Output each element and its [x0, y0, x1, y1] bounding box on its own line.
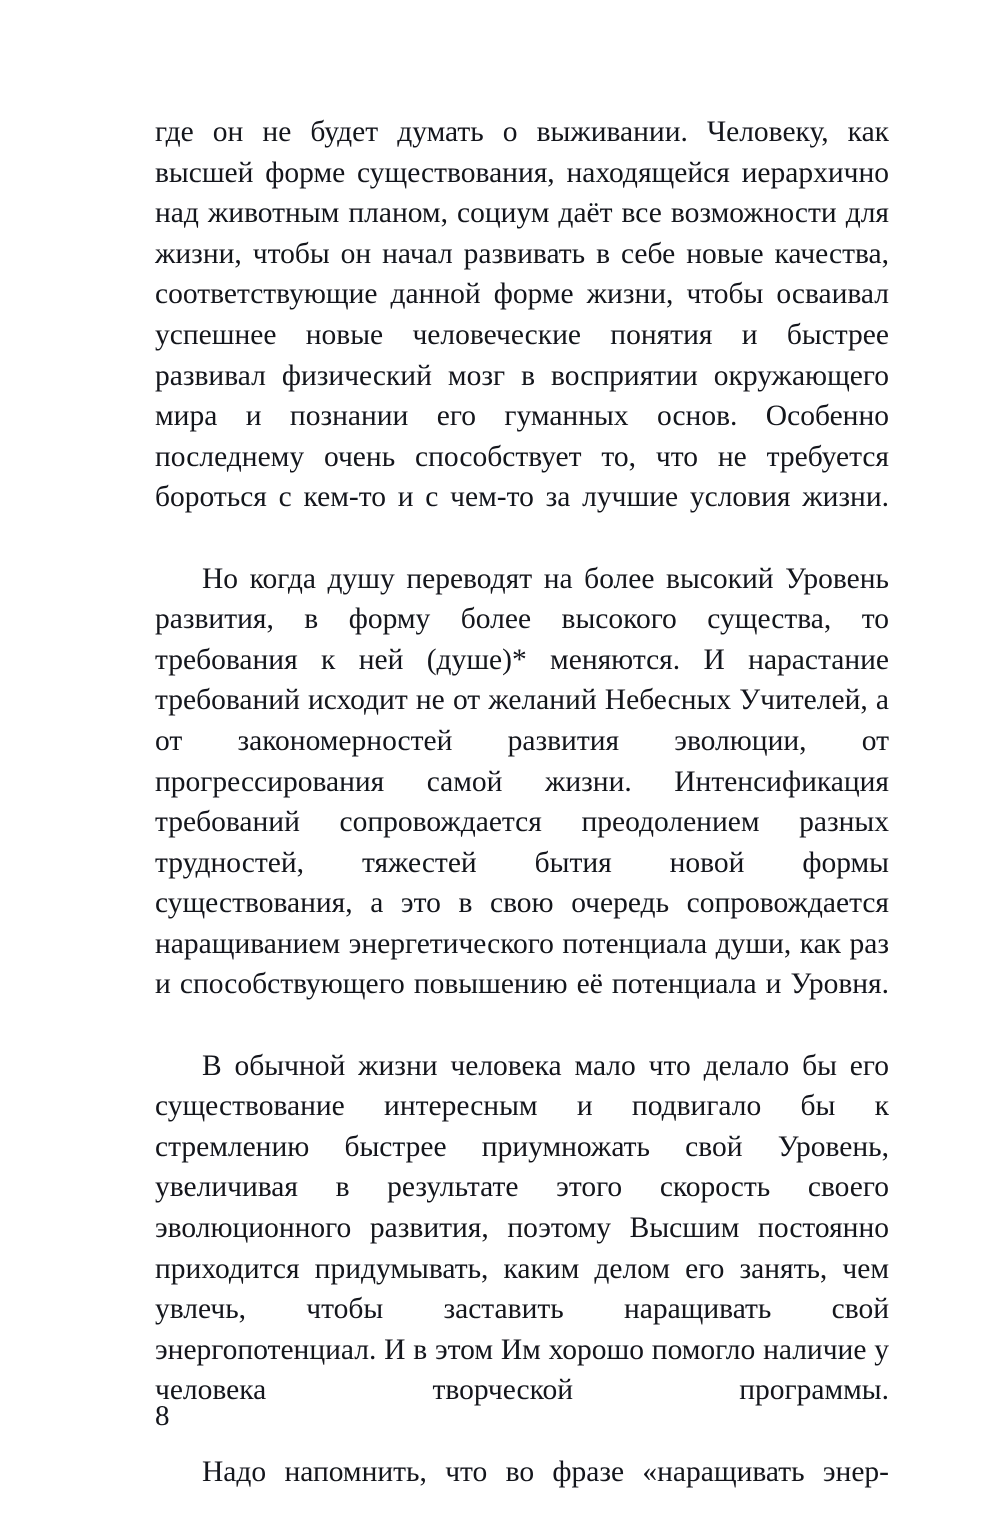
body-text-column — [155, 112, 889, 1533]
paragraph-2: Но когда душу переводят на более высокий Уровень развития, в форму более высокого существа, то требования к ней (душе)* меняются. И нарастание требований исходит не от желаний Небесных Учителей, а от закономерностей развития эволюции, от прогрессирования самой жизни. Интенсификация требований сопровождается преодолением разных трудностей, тяжестей бытия новой формы существования, а это в свою очередь сопровождается наращиванием энергетического потенциала души, как раз и способствующего повышению её потенциала и Уровня. — [155, 562, 889, 1001]
paragraph-4: Надо напомнить, что во фразе «наращивать энер- — [202, 1455, 889, 1488]
paragraph-3: В обычной жизни человека мало что делало бы его существование интересным и подвигало бы к стремлению быстрее приумножать свой Уровень, увеличивая в результате этого скорость своего эволюционного развития, поэтому Высшим постоянно приходится придумывать, каким делом его занять, чем увлечь, чтобы заставить наращивать свой энергопотенциал. И в этом Им хорошо помогло наличие у человека творческой программы. — [155, 1049, 889, 1407]
paragraph-1: где он не будет думать о выживании. Человеку, как высшей форме существования, находящейся иерархично над животным планом, социум даёт все возможности для жизни, чтобы он начал развивать в себе новые качества, соответствующие данной форме жизни, чтобы осваивал успешнее новые человеческие понятия и быстрее развивал физический мозг в восприятии окружающего мира и познании его гуманных основ. Особенно последнему очень способствует то, что не требуется бороться с кем-то и с чем-то за лучшие условия жизни. — [155, 116, 889, 514]
page-number: 8 — [155, 1400, 170, 1432]
